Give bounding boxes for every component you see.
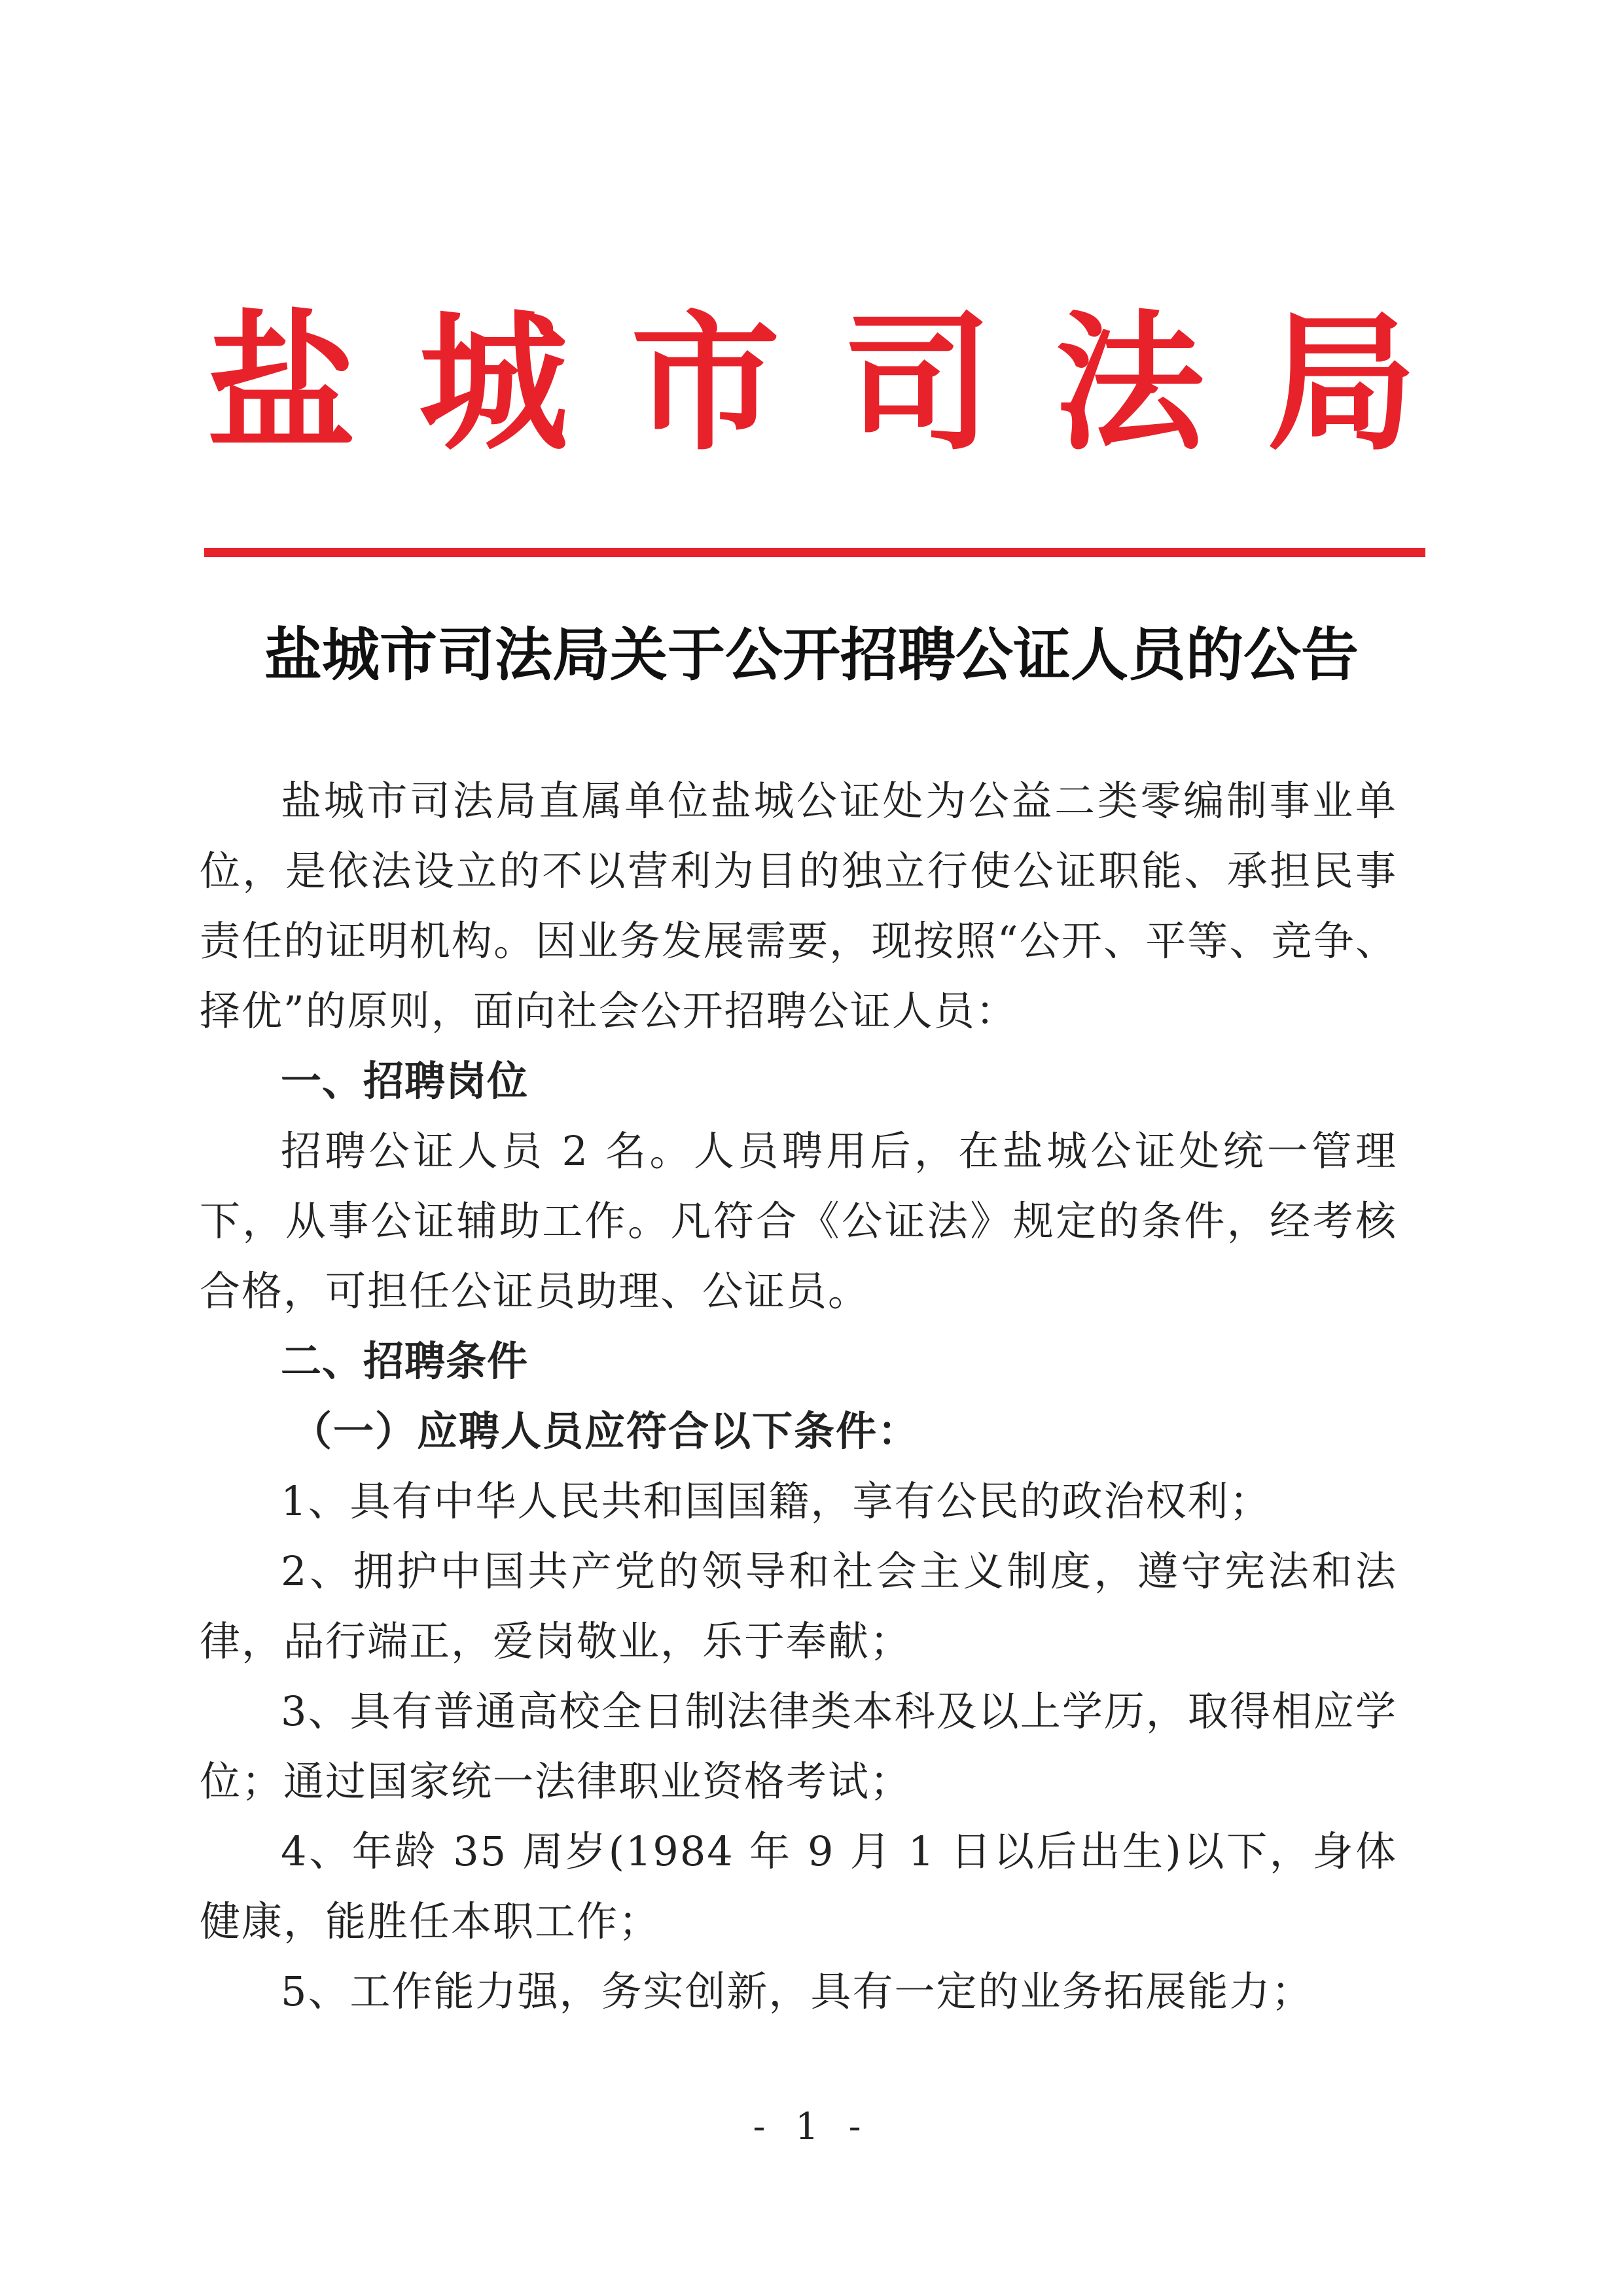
conditions-subheading: （一）应聘人员应符合以下条件： xyxy=(291,1407,920,1455)
masthead-red-rule xyxy=(204,548,1425,557)
page-number: - 1 - xyxy=(753,2106,870,2148)
condition-item-3: 3、具有普通高校全日制法律类本科及以上学历，取得相应学位；通过国家统一法律职业资格考试； xyxy=(200,1687,1397,1805)
section-heading-positions: 一、招聘岗位 xyxy=(281,1057,529,1105)
section-heading-conditions: 二、招聘条件 xyxy=(281,1337,529,1385)
document-title: 盐城市司法局关于公开招聘公证人员的公告 xyxy=(264,620,1359,689)
document-body xyxy=(200,766,1397,2026)
condition-item-1: 1、具有中华人民共和国国籍，享有公民的政治权利； xyxy=(281,1477,1272,1525)
condition-item-5: 5、工作能力强，务实创新，具有一定的业务拓展能力； xyxy=(281,1967,1313,2015)
condition-item-2: 2、拥护中国共产党的领导和社会主义制度，遵守宪法和法律，品行端正，爱岗敬业，乐于奉献； xyxy=(200,1547,1397,1665)
masthead-org-name: 盐城市司法局 xyxy=(207,295,1479,471)
intro-paragraph: 盐城市司法局直属单位盐城公证处为公益二类零编制事业单位，是依法设立的不以营利为目的独立行使公证职能、承担民事责任的证明机构。因业务发展需要，现按照“公开、平等、竞争、择优”的原则，面向社会公开招聘公证人员： xyxy=(200,777,1397,1035)
positions-paragraph: 招聘公证人员 2 名。人员聘用后，在盐城公证处统一管理下，从事公证辅助工作。凡符合《公证法》规定的条件，经考核合格，可担任公证员助理、公证员。 xyxy=(200,1127,1397,1315)
condition-item-4: 4、年龄 35 周岁(1984 年 9 月 1 日以后出生)以下，身体健康，能胜任本职工作； xyxy=(200,1827,1397,1945)
